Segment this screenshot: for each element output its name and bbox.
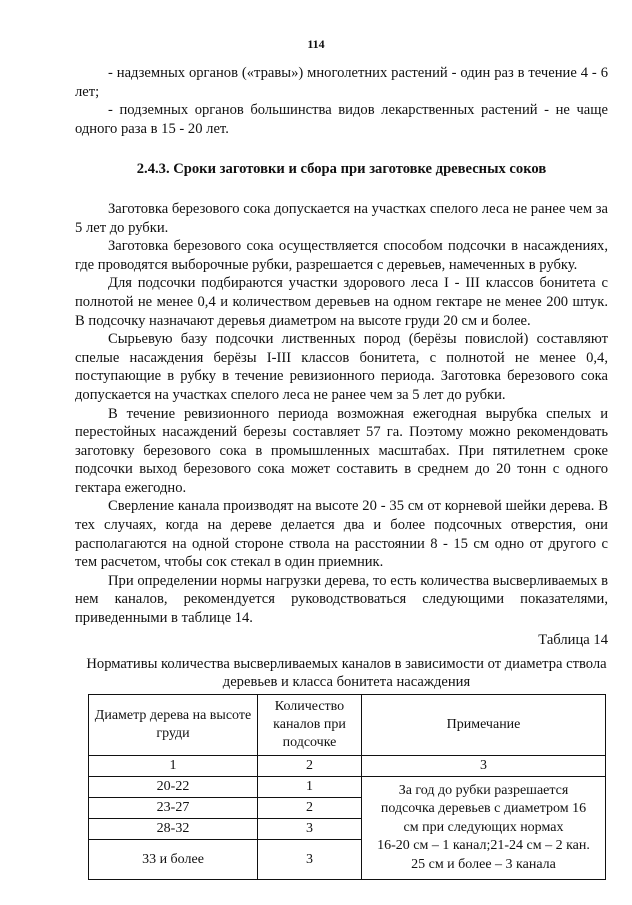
table-label: Таблица 14 — [538, 631, 608, 648]
column-number: 2 — [258, 756, 362, 777]
table-caption: Нормативы количества высверливаемых каналов в зависимости от диаметра ствола деревьев и класса бонитета насаждения — [86, 656, 607, 691]
diameter-cell: 28-32 — [89, 819, 258, 840]
note-line: см при следующих нормах — [403, 819, 564, 835]
channels-cell: 3 — [258, 840, 362, 880]
header-diameter: Диаметр дерева на высоте груди — [89, 695, 258, 756]
note-line: подсочка деревьев с диаметром 16 — [380, 801, 587, 817]
paragraph: Сырьевую базу подсочки лиственных пород (берёзы повислой) составляют спелые насаждения берёзы I-III классов бонитета, с полнотой не менее 0,4, поступающие в рубку в течение ревизионного периода. Заготовка березового сока допускается на участках спелого леса не ранее чем за 5 лет до рубки. — [75, 331, 608, 403]
document-body — [75, 64, 608, 880]
note-line: 25 см и более – 3 канала — [411, 856, 556, 872]
header-note: Примечание — [362, 695, 606, 756]
paragraph: Для подсочки подбираются участки здорового леса I - III классов бонитета с полнотой не менее 0,4 и количеством деревьев на одном гектаре не менее 200 штук. В подсочку назначают деревья диаметром на высоте груди 20 см и более. — [75, 275, 608, 329]
table-header-row — [89, 695, 606, 756]
paragraph: В течение ревизионного периода возможная ежегодная вырубка спелых и перестойных насаждений березы составляет 57 га. Поэтому можно рекомендовать заготовку березового сока в промышленных масштабах. При пятилетнем сроке подсочки выход березового сока может составить в среднем до 20 тонн с одного гектара ежегодно. — [75, 405, 608, 496]
note-line: 16-20 см – 1 канал;21-24 см – 2 кан. — [377, 838, 590, 854]
note-cell — [362, 777, 606, 880]
paragraph: Заготовка березового сока осуществляется способом подсочки в насаждениях, где проводятся выборочные рубки, разрешается с деревьев, намеченных в рубку. — [75, 238, 608, 273]
channels-cell: 1 — [258, 777, 362, 798]
diameter-cell: 20-22 — [89, 777, 258, 798]
column-number: 3 — [362, 756, 606, 777]
intro-line: - надземных органов («травы») многолетних растений - один раз в течение 4 - 6 лет; — [75, 65, 608, 100]
column-number: 1 — [89, 756, 258, 777]
diameter-cell: 33 и более — [89, 840, 258, 880]
header-channels: Количество каналов при подсочке — [258, 695, 362, 756]
page-number: 114 — [307, 37, 325, 51]
paragraph: При определении нормы нагрузки дерева, то есть количества высверливаемых в нем каналов, рекомендуется руководствоваться следующими показателями, приведенными в таблице 14. — [75, 572, 608, 627]
channels-cell: 2 — [258, 798, 362, 819]
intro-line: - подземных органов большинства видов лекарственных растений - не чаще одного раза в 15 - 20 лет. — [75, 102, 608, 137]
column-number-row — [89, 756, 606, 777]
paragraph: Сверление канала производят на высоте 20 - 35 см от корневой шейки дерева. В тех случаях, когда на дереве делается два и более подсочных отверстия, они располагаются на одной стороне ствола на расстоянии 8 - 15 см одно от другого с тем расчетом, чтобы сок стекал в один приемник. — [75, 498, 608, 571]
table-row — [89, 777, 606, 798]
paragraph: Заготовка березового сока допускается на участках спелого леса не ранее чем за 5 лет до рубки. — [75, 200, 608, 236]
section-heading: 2.4.3. Сроки заготовки и сбора при заготовке древесных соков — [136, 161, 547, 178]
norms-table — [88, 694, 606, 880]
diameter-cell: 23-27 — [89, 798, 258, 819]
channels-cell: 3 — [258, 819, 362, 840]
note-line: За год до рубки разрешается — [398, 782, 569, 798]
